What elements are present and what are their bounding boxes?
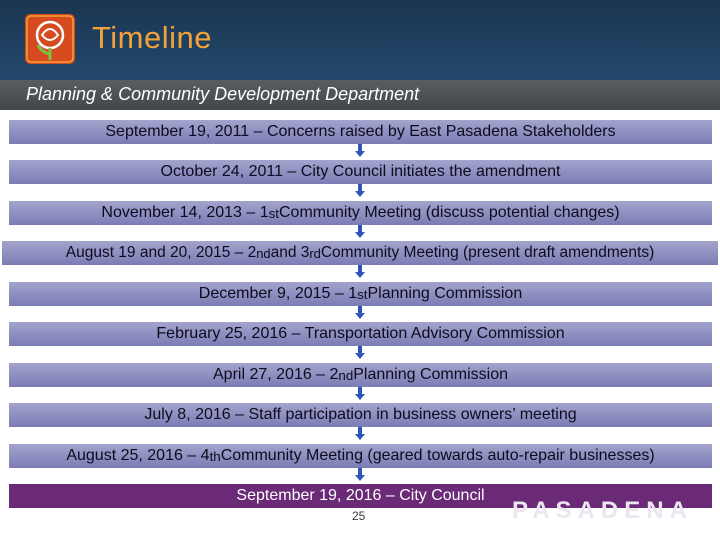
- slide-title: Timeline: [92, 20, 212, 55]
- timeline-step: [9, 403, 712, 427]
- ordinal-suffix: st: [357, 286, 368, 302]
- timeline-step: [9, 322, 712, 346]
- step-text: July 8, 2016 – Staff participation in business owners’ meeting: [144, 406, 577, 423]
- step-text: April 27, 2016 – 2: [213, 366, 339, 383]
- ordinal-suffix: th: [209, 448, 221, 464]
- timeline-step: [9, 160, 712, 184]
- ordinal-suffix: rd: [309, 245, 321, 261]
- timeline-step: [9, 201, 712, 225]
- ordinal-suffix: nd: [338, 367, 354, 383]
- step-text-rest: Planning Commission: [367, 285, 523, 302]
- step-text: October 24, 2011 – City Council initiates the amendment: [160, 163, 561, 180]
- city-watermark: PASADENA: [512, 497, 693, 524]
- timeline-step: [2, 241, 718, 265]
- step-text: September 19, 2016 – City Council: [236, 487, 485, 504]
- step-text-rest: Community Meeting (geared towards auto-repair businesses): [220, 447, 655, 464]
- step-text-mid: and 3: [270, 244, 310, 261]
- step-text: December 9, 2015 – 1: [198, 285, 358, 302]
- page-number: 25: [352, 509, 366, 523]
- step-text: February 25, 2016 – Transportation Advisory Commission: [156, 325, 565, 342]
- step-text: August 25, 2016 – 4: [66, 447, 210, 464]
- ordinal-suffix: nd: [256, 245, 271, 261]
- step-text-rest: Community Meeting (present draft amendments): [320, 244, 655, 261]
- step-text: September 19, 2011 – Concerns raised by East Pasadena Stakeholders: [105, 123, 616, 140]
- timeline-step: [9, 120, 712, 144]
- department-name: Planning & Community Development Department: [26, 84, 420, 104]
- step-text-rest: Planning Commission: [353, 366, 508, 383]
- timeline-step: [9, 444, 712, 468]
- timeline-step: [9, 363, 712, 387]
- timeline-step: [9, 282, 712, 306]
- rose-logo-icon: [25, 14, 75, 64]
- step-text-rest: Community Meeting (discuss potential changes): [278, 204, 620, 221]
- step-text: August 19 and 20, 2015 – 2: [65, 244, 257, 261]
- ordinal-suffix: st: [268, 205, 279, 221]
- step-text: November 14, 2013 – 1: [101, 204, 269, 221]
